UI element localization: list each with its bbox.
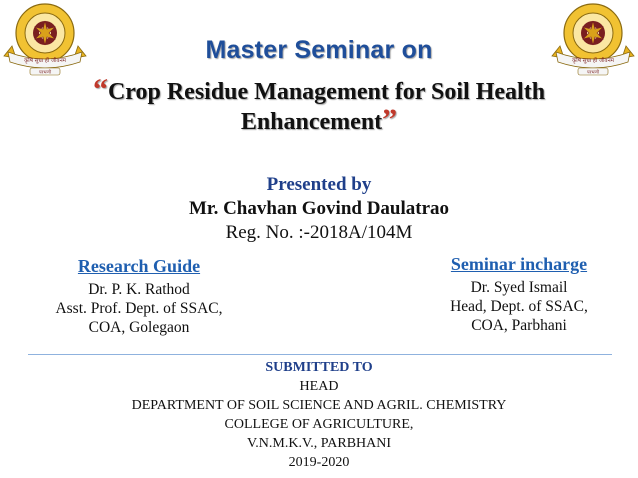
seminar-incharge-block: [418, 254, 620, 335]
guide-place: COA, Golegaon: [88, 319, 190, 336]
submitted-college: COLLEGE OF AGRICULTURE,: [224, 417, 414, 432]
submitted-department: DEPARTMENT OF SOIL SCIENCE AND AGRIL. CHEMISTRY: [131, 398, 507, 413]
seminar-topic: [80, 73, 558, 136]
submitted-head: HEAD: [299, 379, 339, 394]
close-quote: ”: [382, 103, 398, 136]
seminar-title: Master Seminar on: [205, 36, 433, 64]
submitted-to-heading: SUBMITTED TO: [265, 360, 373, 375]
guide-designation: Asst. Prof. Dept. of SSAC,: [55, 300, 223, 317]
presented-by-heading: Presented by: [266, 174, 372, 195]
svg-text:परभणी: परभणी: [39, 70, 51, 76]
research-guide-heading: Research Guide: [77, 256, 201, 276]
svg-text:कृषि सुधा ही जीवनम: कृषि सुधा ही जीवनम: [24, 58, 66, 64]
presenter-name: Mr. Chavhan Govind Daulatrao: [188, 198, 450, 219]
research-guide-block: [30, 256, 248, 337]
open-quote: “: [92, 73, 108, 106]
submitted-university: V.N.M.K.V., PARBHANI: [246, 436, 392, 451]
seminar-incharge-heading: Seminar incharge: [450, 254, 588, 274]
incharge-designation: Head, Dept. of SSAC,: [450, 298, 588, 315]
registration-number: Reg. No. :-2018A/104M: [225, 222, 413, 243]
svg-text:परभणी: परभणी: [587, 70, 599, 76]
divider-line: [28, 354, 612, 355]
topic-text: Crop Residue Management for Soil Health Enhancement: [107, 79, 546, 135]
academic-year: 2019-2020: [288, 455, 350, 470]
incharge-name: Dr. Syed Ismail: [470, 279, 568, 296]
incharge-place: COA, Parbhani: [471, 317, 567, 334]
guide-name: Dr. P. K. Rathod: [88, 281, 190, 298]
svg-text:कृषि सुधा ही जीवनम: कृषि सुधा ही जीवनम: [572, 58, 614, 64]
